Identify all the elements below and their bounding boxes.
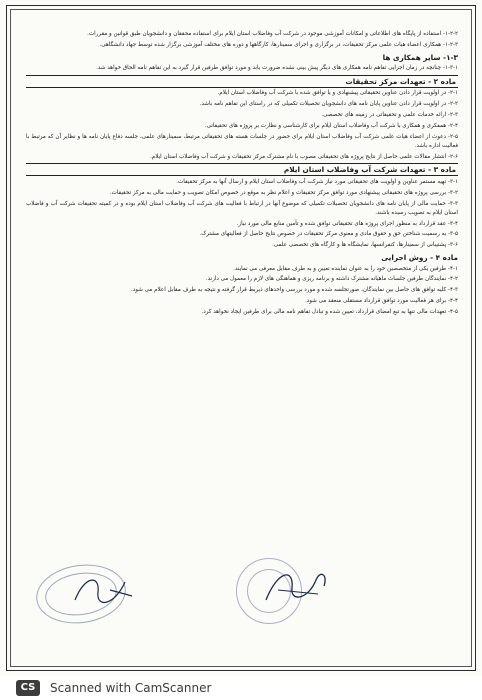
clause-paragraph: ۴-۵- تعهدات مالی تنها به تبع امضای قرارداد، تعیین شده و تبادل تفاهم نامه مالی برای طرفین ایجاد نخواهد کرد.	[201, 308, 458, 315]
clause-paragraph: ۲-۲- در اولویت قرار دادن عناوین پایان نامه های دانشجویان تحصیلات تکمیلی که در راستای این تفاهم نامه باشد.	[199, 101, 458, 108]
clause-paragraph: ۳-۶- پشتیبانی از سمینارها، کنفرانسها، نمایشگاه ها و کارگاه های تخصصی علمی.	[272, 242, 458, 249]
section-heading: ۱-۳- سایر همکاری ها	[382, 52, 458, 62]
clause-paragraph: ۳-۲- بررسی پروژه های تحقیقاتی پیشنهادی مورد توافق مرکز تحقیقات و اعلام نظر به موقع در خصوص امکان تصویب و حمایت مالی به مرکز تحقیقات.	[109, 189, 458, 196]
camscanner-logo-icon: CS	[16, 680, 40, 696]
clause-paragraph: ۲-۵- دعوت از اعضاء هیات علمی شرکت آب وفاضلاب استان ایلام برای حضور در جلسات هسته های تحقیقاتی مرتبط، سمینارهای علمی، جلسه دفاع پایان نامه ها و نظایر آن که مرتبط با فعالیت اداره باشد.	[26, 133, 458, 149]
clause-paragraph: ۲-۱- در اولویت قرار دادن عناوین تحقیقاتی پیشنهادی و یا توافق شده با شرکت آب وفاضلاب استان ایلام.	[217, 90, 458, 97]
clause-paragraph: ۱-۲-۳- همکاری اعضاء هیات علمی مرکز تحقیقات، در برگزاری و اجرای سمینارها، کارگاهها و دوره های مختلف آموزشی برگزار شده توسط جهاد دانشگاهی.	[99, 41, 458, 48]
clause-paragraph: ۳-۱- تهیه مستمر عناوین و اولویت های تحقیقاتی مورد نیاز شرکت آب وفاضلاب استان ایلام و ارسال آنها به مرکز تحقیقات.	[176, 178, 458, 185]
signature-right	[258, 560, 338, 610]
camscanner-footer	[0, 676, 482, 700]
clause-paragraph: ۴-۱- طرفین یکی از متخصصین خود را به عنوان نماینده تعیین و به طرف مقابل معرفی می نمایند.	[233, 265, 458, 272]
clause-paragraph: ۱-۲-۲- استفاده از پایگاه های اطلاعاتی و امکانات آموزشی موجود در شرکت آب وفاضلاب استان ایلام برای استفاده محققان و دانشجویان طبق قوانین و مقررات.	[87, 31, 458, 37]
article-heading: ماده ۳ - تعهدات شرکت آب وفاضلاب استان ایلام	[26, 163, 458, 176]
article-heading: ماده ۲ - تعهدات مرکز تحقیقات	[26, 75, 458, 88]
clause-paragraph: ۲-۴- همفکری و همکاری با شرکت آب وفاضلاب استان ایلام برای کارشناسی و نظارت بر پروژه های تحقیقاتی.	[204, 122, 458, 129]
clause-paragraph: ۴-۳- کلیه توافق های حاصل بین نمایندگان، صورتجلسه شده و مورد بررسی واحدهای ذیربط قرار گرفته و نتیجه به طرف مقابل اعلام می شود.	[131, 287, 458, 294]
clause-paragraph: ۲-۶- انتشار مقالات علمی حاصل از نتایج پروژه های تحقیقاتی مصوب با نام مشترک مرکز تحقیقات و شرکت آب وفاضلاب استان ایلام.	[149, 153, 458, 160]
clause-paragraph: ۱-۳-۱- چنانچه در زمان اجرایی تفاهم نامه همکاری های دیگر پیش بینی نشده ضرورت یابد و مورد توافق طرفین قرار گیرد به این تفاهم نامه الحاق خواهد شد.	[96, 65, 458, 72]
document-body	[26, 30, 458, 319]
signature-left	[70, 570, 140, 610]
camscanner-label: Scanned with CamScanner	[50, 681, 212, 695]
clause-paragraph: ۳-۴- عقد قرارداد به منظور اجرای پروژه های تحقیقاتی توافق شده و تأمین منابع مالی مورد نیاز.	[236, 220, 458, 227]
clause-paragraph: ۳-۳- حمایت مالی از پایان نامه های دانشجویان تحصیلات تکمیلی که موضوع آنها در ارتباط با فعالیت های شرکت آب وفاضلاب استان ایلام بوده و در کمیته تحقیقات شرکت آب و فاضلاب استان ایلام به تصویب رسیده باشند.	[26, 200, 458, 216]
clause-paragraph: ۳-۵- به رسمیت شناختن حق و حقوق مادی و معنوی مرکز تحقیقات در خصوص نتایج حاصل از فعالیتهای مشترک.	[199, 231, 458, 238]
clause-paragraph: ۲-۳- ارائه خدمات علمی و تحقیقاتی در زمینه های تخصصی.	[321, 111, 458, 118]
clause-paragraph: ۴-۲- نمایندگان طرفین جلسات ماهیانه مشترک داشته و برنامه ریزی و هماهنگی های لازم را معمول می دارند.	[205, 276, 458, 283]
article-heading: ماده ۴ - روش اجرایی	[381, 253, 458, 263]
clause-paragraph: ۴-۴- برای هر فعالیت مورد توافق قرارداد مستقلی منعقد می شود.	[304, 297, 458, 304]
